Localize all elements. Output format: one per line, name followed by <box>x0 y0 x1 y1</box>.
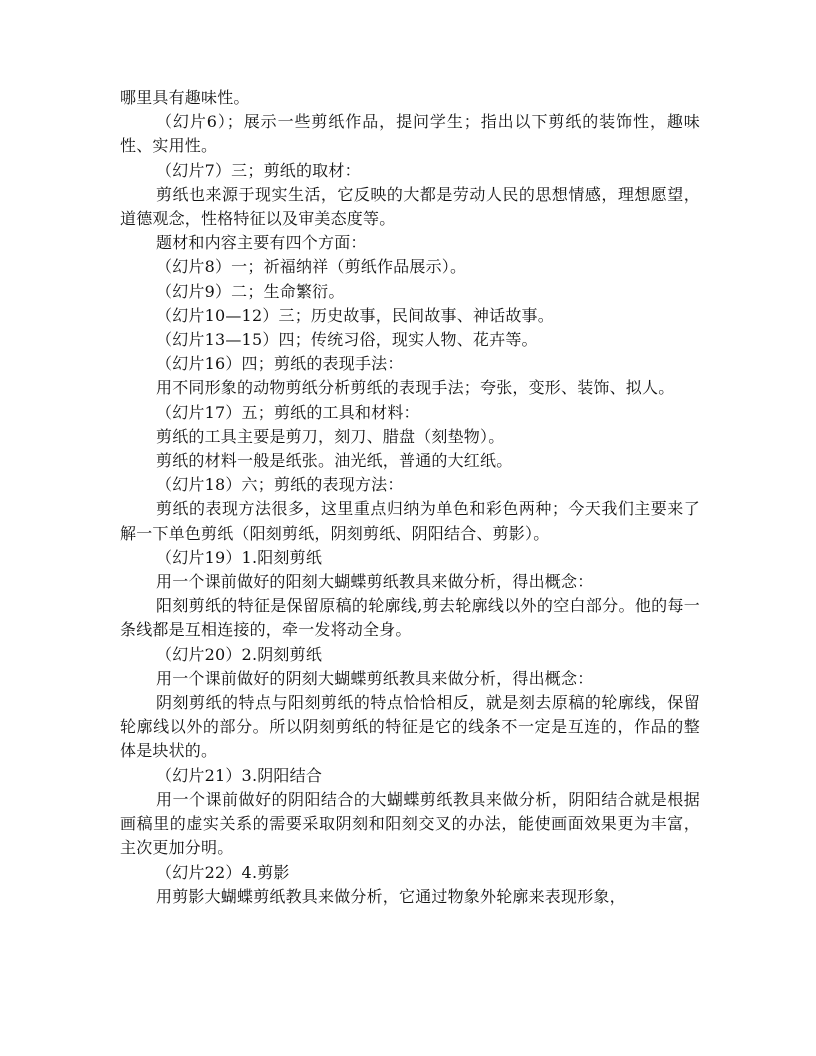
paragraph-25: （幻片22）4.剪影 <box>156 862 290 882</box>
paragraph-8: （幻片10—12）三；历史故事，民间故事、神话故事。 <box>156 305 554 325</box>
paragraph-10: （幻片16）四；剪纸的表现手法： <box>156 354 404 374</box>
paragraph-26: 用剪影大蝴蝶剪纸教具来做分析，它通过物象外轮廓来表现形象， <box>156 886 626 906</box>
paragraph-24: 用一个课前做好的阴阳结合的大蝴蝶剪纸教具来做分析，阴阳结合就是根据画稿里的虚实关系的需要采取阴刻和阳刻交叉的办法，能使画面效果更为丰富，主次更加分明。 <box>120 789 700 858</box>
paragraph-17: （幻片19）1.阳刻剪纸 <box>156 547 323 567</box>
paragraph-6: （幻片8）一；祈福纳祥（剪纸作品展示）。 <box>156 257 467 277</box>
paragraph-3: （幻片7）三；剪纸的取材： <box>156 160 361 180</box>
paragraph-16: 剪纸的表现方法很多，这里重点归纳为单色和彩色两种；今天我们主要来了解一下单色剪纸（阳刻剪纸，阴刻剪纸、阴阳结合、剪影）。 <box>120 499 700 543</box>
paragraph-12: （幻片17）五；剪纸的工具和材料： <box>156 402 420 422</box>
paragraph-19: 阳刻剪纸的特征是保留原稿的轮廓线,剪去轮廓线以外的空白部分。他的每一条线都是互相连接的，牵一发将动全身。 <box>120 596 700 640</box>
paragraph-5: 题材和内容主要有四个方面： <box>156 233 367 253</box>
paragraph-18: 用一个课前做好的阳刻大蝴蝶剪纸教具来做分析，得出概念： <box>156 572 594 592</box>
paragraph-14: 剪纸的材料一般是纸张。油光纸，普通的大红纸。 <box>156 451 513 471</box>
paragraph-9: （幻片13—15）四；传统习俗，现实人物、花卉等。 <box>156 330 538 350</box>
paragraph-2: （幻片6）；展示一些剪纸作品，提问学生；指出以下剪纸的装饰性，趣味性、实用性。 <box>120 112 700 156</box>
paragraph-13: 剪纸的工具主要是剪刀，刻刀、腊盘（刻垫物）。 <box>156 426 505 446</box>
paragraph-4: 剪纸也来源于现实生活，它反映的大都是劳动人民的思想情感，理想愿望，道德观念，性格特征以及审美态度等。 <box>120 184 700 229</box>
paragraph-21: 用一个课前做好的阴刻大蝴蝶剪纸教具来做分析，得出概念： <box>156 668 594 688</box>
paragraph-7: （幻片9）二；生命繁衍。 <box>156 281 345 301</box>
paragraph-22: 阴刻剪纸的特点与阳刻剪纸的特点恰恰相反，就是刻去原稿的轮廓线，保留轮廓线以外的部分。所以阴刻剪纸的特征是它的线条不一定是互连的，作品的整体是块状的。 <box>120 693 700 761</box>
paragraph-1: 哪里具有趣味性。 <box>120 88 250 107</box>
paragraph-23: （幻片21）3.阴阳结合 <box>156 765 323 785</box>
document-body <box>120 86 700 909</box>
paragraph-15: （幻片18）六；剪纸的表现方法： <box>156 475 404 495</box>
paragraph-20: （幻片20）2.阴刻剪纸 <box>156 644 323 664</box>
paragraph-11: 用不同形象的动物剪纸分析剪纸的表现手法；夸张，变形、装饰、拟人。 <box>156 378 675 398</box>
